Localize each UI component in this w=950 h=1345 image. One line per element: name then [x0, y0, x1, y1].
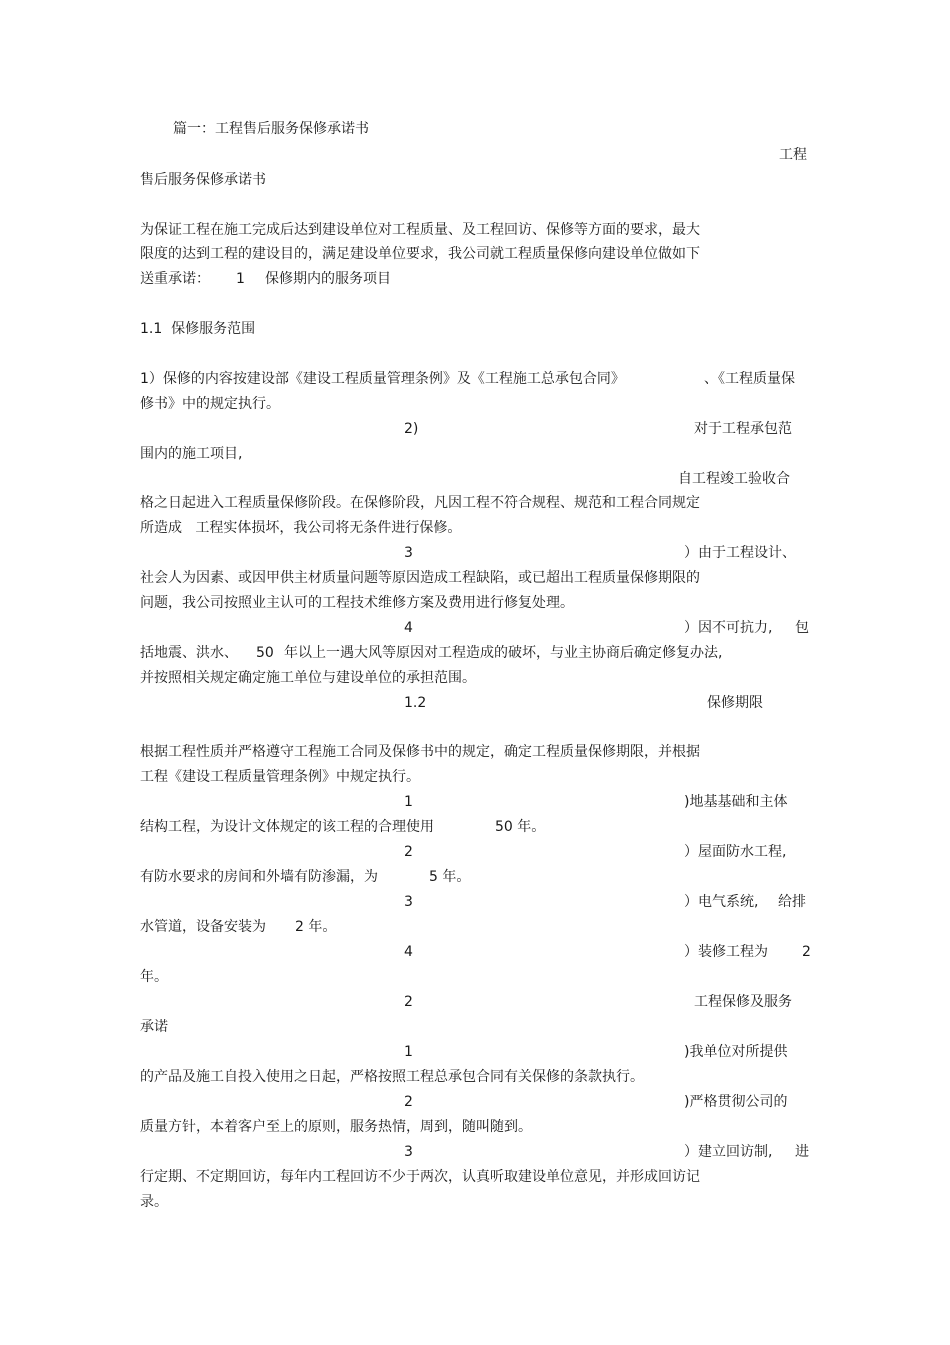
scope-item-4-years: 50 — [256, 645, 274, 661]
section-1-2-number: 1.2 — [404, 695, 427, 711]
period-item-2-years: 5 年。 — [429, 869, 471, 885]
period-item-2-number: 2 — [404, 844, 413, 860]
scope-item-3-line-2: 社会人为因素、或因甲供主材质量问题等原因造成工程缺陷，或已超出工程质量保修期限的 — [140, 570, 700, 586]
section-1-2-title: 保修期限 — [707, 695, 763, 711]
commit-item-3-line-1-tail: 进 — [795, 1144, 809, 1160]
period-intro-line-1: 根据工程性质并严格遵守工程施工合同及保修书中的规定，确定工程质量保修期限，并根据 — [140, 744, 700, 760]
commit-item-1-line-2: 的产品及施工自投入使用之日起，严格按照工程总承包合同有关保修的条款执行。 — [140, 1069, 644, 1085]
section-1-number: 1 — [236, 271, 245, 287]
period-item-4-years: 2 — [802, 944, 811, 960]
period-item-3-years: 2 年。 — [295, 919, 337, 935]
section-2-number: 2 — [404, 994, 413, 1010]
scope-item-4-line-1-tail: 包 — [795, 620, 809, 636]
intro-line-3: 送重承诺： — [140, 271, 210, 287]
period-item-4-line-1: ）装修工程为 — [684, 944, 768, 960]
document-title-part1: 工程 — [779, 147, 807, 163]
scope-item-2-line-1: 对于工程承包范 — [694, 421, 792, 437]
section-1-1-heading: 1.1 保修服务范围 — [140, 321, 256, 337]
scope-item-2-line-3: 自工程竣工验收合 — [678, 471, 790, 487]
period-item-3-number: 3 — [404, 894, 413, 910]
intro-line-2: 限度的达到工程的建设目的，满足建设单位要求，我公司就工程质量保修向建设单位做如下 — [140, 246, 700, 262]
scope-item-2-line-4: 格之日起进入工程质量保修阶段。在保修阶段，凡因工程不符合规程、规范和工程合同规定 — [140, 495, 700, 511]
scope-item-1-line-1: 1）保修的内容按建设部《建设工程质量管理条例》及《工程施工总承包合同》 — [140, 371, 625, 387]
period-item-4-number: 4 — [404, 944, 413, 960]
scope-item-4-number: 4 — [404, 620, 413, 636]
scope-item-2-number: 2) — [404, 421, 419, 437]
scope-item-1-line-2: 修书》中的规定执行。 — [140, 396, 280, 412]
period-item-2-line-2: 有防水要求的房间和外墙有防渗漏，为 — [140, 869, 378, 885]
commit-item-2-number: 2 — [404, 1094, 413, 1110]
commit-item-3-line-1: ）建立回访制, — [684, 1144, 773, 1160]
commit-item-1-number: 1 — [404, 1044, 413, 1060]
scope-item-4-line-2-rest: 年以上一遇大风等原因对工程造成的破坏，与业主协商后确定修复办法, — [284, 645, 723, 661]
scope-item-4-line-2: 括地震、洪水、 — [140, 645, 238, 661]
commit-item-3-line-3: 录。 — [140, 1194, 168, 1210]
scope-item-2-line-5: 所造成 工程实体损坏，我公司将无条件进行保修。 — [140, 520, 462, 536]
commit-item-2-line-1: )严格贯彻公司的 — [684, 1094, 788, 1110]
period-item-3-line-1: ）电气系统, — [684, 894, 759, 910]
scope-item-1-line-1-tail: 、《工程质量保 — [704, 371, 795, 387]
scope-item-3-number: 3 — [404, 545, 413, 561]
commit-item-3-number: 3 — [404, 1144, 413, 1160]
commit-item-2-line-2: 质量方针，本着客户至上的原则，服务热情，周到，随叫随到。 — [140, 1119, 532, 1135]
document-title-part2: 售后服务保修承诺书 — [140, 172, 266, 188]
period-item-1-number: 1 — [404, 794, 413, 810]
period-item-1-line-2: 结构工程，为设计文体规定的该工程的合理使用 — [140, 819, 434, 835]
document-heading: 篇一：工程售后服务保修承诺书 — [173, 121, 369, 137]
scope-item-4-line-1: ）因不可抗力, — [684, 620, 773, 636]
period-item-1-line-1: )地基基础和主体 — [684, 794, 788, 810]
scope-item-3-line-3: 问题，我公司按照业主认可的工程技术维修方案及费用进行修复处理。 — [140, 595, 574, 611]
period-item-3-line-1-tail: 给排 — [778, 894, 806, 910]
section-2-title-cont: 承诺 — [140, 1019, 168, 1035]
period-intro-line-2: 工程《建设工程质量管理条例》中规定执行。 — [140, 769, 420, 785]
period-item-2-line-1: ）屋面防水工程, — [684, 844, 787, 860]
scope-item-3-line-1: ）由于工程设计、 — [684, 545, 796, 561]
period-item-3-line-2: 水管道，设备安装为 — [140, 919, 266, 935]
section-1-title: 保修期内的服务项目 — [265, 271, 391, 287]
commit-item-3-line-2: 行定期、不定期回访，每年内工程回访不少于两次，认真听取建设单位意见，并形成回访记 — [140, 1169, 700, 1185]
period-item-1-years: 50 年。 — [495, 819, 546, 835]
commit-item-1-line-1: )我单位对所提供 — [684, 1044, 788, 1060]
scope-item-4-line-3: 并按照相关规定确定施工单位与建设单位的承担范围。 — [140, 670, 476, 686]
section-2-title: 工程保修及服务 — [694, 994, 792, 1010]
period-item-4-line-2: 年。 — [140, 969, 168, 985]
intro-line-1: 为保证工程在施工完成后达到建设单位对工程质量、及工程回访、保修等方面的要求，最大 — [140, 222, 700, 238]
scope-item-2-line-2: 围内的施工项目, — [140, 446, 243, 462]
